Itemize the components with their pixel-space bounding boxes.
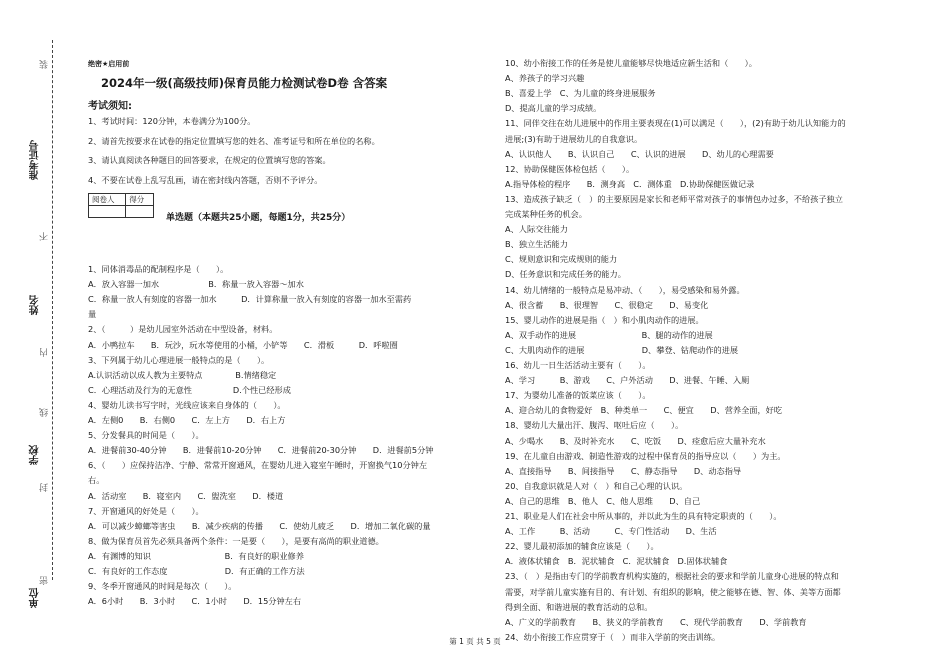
- question-line: C．称量一放人有刻度的容器一加水 D．计算称量一放入有刻度的容器一加水至需药: [88, 294, 412, 305]
- question-line: 14、幼儿情绪的一般特点是易冲动、（ ），易受感染和易外露。: [505, 284, 745, 295]
- question-line: 19、在儿童自由游戏、制造性游戏的过程中保育员的指导应以（ ）为主。: [505, 450, 786, 461]
- margin-word: 密: [40, 576, 50, 585]
- question-line: 右。: [88, 475, 105, 486]
- notice-item: 4、不要在试卷上乱写乱画，请在密封线内答题，否则不予评分。: [88, 174, 323, 185]
- question-line: 2、（ ）是幼儿园室外活动在中型设备，材料。: [88, 324, 278, 335]
- margin-label-school: 学校: [30, 445, 41, 465]
- question-line: C、规则意识和完成规则的能力: [505, 254, 618, 265]
- question-line: 21、职业是人们在社会中所从事的，并以此为生的具有特定职责的（ ）。: [505, 511, 782, 521]
- seal-line: [52, 40, 53, 580]
- question-line: A．活动室 B．寝室内 C．盥洗室 D．楼道: [88, 490, 284, 501]
- question-line: A．放入容器一加水 B．称量一放入容器～加水: [88, 279, 304, 290]
- question-line: D、提高儿童的学习成绩。: [505, 103, 602, 114]
- question-line: 9、冬季开窗通风的时间是每次（ ）。: [88, 581, 237, 592]
- binding-margin: [0, 0, 60, 671]
- question-line: A、双手动作的进展 B、腿的动作的进展: [505, 329, 713, 340]
- question-line: A．左侧0 B．右侧0 C．左上方 D．右上方: [88, 415, 286, 425]
- question-line: C、大肌肉动作的进展 D、攀登、钻爬动作的进展: [505, 344, 739, 355]
- question-line: 18、婴幼儿大量出汗、腹泻、呕吐后应（ ）。: [505, 420, 684, 431]
- question-line: A．小鸭拉车 B．玩沙，玩水等使用的小桶，小铲等 C．滑板 D．呼啦圈: [88, 339, 398, 350]
- question-line: 23、（ ）是指由专门的学前教育机构实施的，根据社会的要求和学前儿童身心进展的特点和: [505, 571, 839, 582]
- notice-item: 3、请认真阅读各种题目的回答要求，在规定的位置填写您的答案。: [88, 155, 331, 165]
- score-entry: [126, 206, 154, 218]
- reviewer-cell: 阅卷人: [89, 194, 126, 206]
- question-line: 4、婴幼儿读书写字时，光线应该来自身体的（ ）。: [88, 399, 286, 410]
- reviewer-entry: [89, 206, 126, 218]
- score-cell: 得分: [126, 194, 154, 206]
- question-line: A、广义的学前教育 B、狭义的学前教育 C、现代学前教育 D、学前教育: [505, 616, 807, 627]
- question-line: A、很含蓄 B、很理智 C、很稳定 D、易变化: [505, 299, 709, 310]
- question-line: 5、分发餐具的时间是（ ）。: [88, 430, 204, 441]
- question-line: A．有渊博的知识 B．有良好的职业修养: [88, 550, 304, 561]
- question-line: A.指导体检的程序 B．测身高 C．测体重 D.协助保健医做记录: [505, 178, 755, 189]
- question-line: 6、（ ）应保持洁净、宁静、常常开窗通风，在婴幼儿进入寝室午睡时，开窗换气10分钟左: [88, 460, 428, 471]
- question-line: 10、幼小衔接工作的任务是使儿童能够尽快地适应新生活和（ ）。: [505, 58, 757, 68]
- score-table: [88, 193, 154, 218]
- question-line: 7、开窗通风的好处是（ ）。: [88, 505, 204, 516]
- question-line: 量: [88, 309, 97, 320]
- notice-item: 1、考试时间：120分钟，本卷满分为100分。: [88, 116, 256, 126]
- page-footer: 第 1 页 共 5 页: [449, 637, 501, 646]
- margin-word: 线: [40, 408, 50, 417]
- question-line: A．6小时 B．3小时 C．1小时 D．15分钟左右: [88, 596, 302, 607]
- question-line: A、直接指导 B、间接指导 C、静态指导 D、动态指导: [505, 465, 742, 476]
- question-line: A.认识活动以成人教为主要特点 B.情绪稳定: [88, 369, 277, 380]
- secret-tag: 绝密★启用前: [88, 60, 130, 68]
- question-line: 完成某种任务的机会。: [505, 209, 587, 219]
- question-line: C．有良好的工作态度 D．有正确的工作方法: [88, 566, 305, 576]
- margin-label-unit: 单位: [30, 588, 41, 608]
- question-line: 进展;(3)有助于进展幼儿的自我意识。: [505, 133, 643, 144]
- section-heading: 单选题（本题共25小题，每题1分，共25分）: [166, 213, 351, 223]
- question-line: 17、为婴幼儿准备的饭菜应该（ ）。: [505, 390, 651, 401]
- page-title: 2024年一级(高级技师)保育员能力检测试卷D卷 含答案: [101, 76, 388, 90]
- margin-label-name: 姓名: [30, 295, 41, 315]
- question-line: A、迎合幼儿的食物爱好 B、种类单一 C、便宜 D、营养全面，好吃: [505, 405, 783, 416]
- question-line: 22、婴儿最初添加的辅食应该是（ ）。: [505, 541, 659, 552]
- question-line: 15、婴儿动作的进展是指（ ）和小肌肉动作的进展。: [505, 314, 704, 325]
- question-line: B、喜爱上学 C、为儿童的终身进展服务: [505, 88, 656, 99]
- question-line: A、人际交往能力: [505, 224, 568, 235]
- question-line: C．心理活动及行为的无意性 D.个性已经形成: [88, 384, 291, 395]
- question-line: D、任务意识和完成任务的能力。: [505, 269, 626, 280]
- question-line: A、工作 B、活动 C、专门性活动 D、生活: [505, 526, 717, 537]
- margin-word: 不: [40, 232, 50, 241]
- margin-label-exam-number: 准考证号: [30, 140, 41, 180]
- question-line: A、少喝水 B、及时补充水 C、吃饭 D、痊愈后应大量补充水: [505, 435, 766, 446]
- notice-item: 2、请首先按要求在试卷的指定位置填写您的姓名、准考证号和所在单位的名称。: [88, 135, 380, 146]
- question-line: A、学习 B、游戏 C、户外活动 D、进餐、午睡、入厕: [505, 375, 750, 386]
- question-line: 12、协助保健医体检包括（ ）。: [505, 163, 635, 174]
- margin-word: 内: [40, 348, 50, 357]
- margin-word: 封: [40, 483, 50, 492]
- question-line: 8、做为保育员首先必须具备两个条件：一是要（ ），是要有高尚的职业道德。: [88, 535, 384, 546]
- margin-word: 装: [40, 60, 50, 69]
- question-line: A、自己的思维 B、他人 C、他人思维 D、自己: [505, 495, 701, 506]
- notice-heading: 考试须知:: [88, 101, 132, 112]
- question-line: 需要，对学前儿童实施有目的、有计划、有组织的影响，使之能够在德、智、体、美等方面都: [505, 586, 841, 597]
- question-line: B、独立生活能力: [505, 239, 568, 250]
- question-line: 13、造成孩子缺乏（ ）的主要原因是家长和老师平常对孩子的事情包办过多，不给孩子独立: [505, 193, 843, 204]
- question-line: A、认识他人 B、认识自己 C、认识的进展 D、幼儿的心理需要: [505, 148, 774, 159]
- question-line: A、养孩子的学习兴趣: [505, 73, 585, 84]
- question-line: 24、幼小衔接工作应贯穿于（ ）而非入学前的突击训练。: [505, 631, 721, 642]
- question-line: A．液体状辅食 B．泥状辅食 C．泥状辅食 D.固体状辅食: [505, 556, 728, 567]
- question-line: 1、同体消毒品的配制程序是（ ）。: [88, 264, 229, 274]
- question-line: A．可以减少蟑螂等害虫 B．减少疾病的传播 C．使幼儿疲乏 D．增加二氧化碳的量: [88, 520, 431, 531]
- question-line: 3、下列属于幼儿心理进展一般特点的是（ ）。: [88, 354, 270, 365]
- question-line: 11、同伴交往在幼儿进展中的作用主要表现在(1)可以满足（ ），(2)有助于幼儿认知能力的: [505, 118, 846, 129]
- question-line: A．进餐前30-40分钟 B．进餐前10-20分钟 C．进餐前20-30分钟 D．进餐前5分钟: [88, 445, 434, 456]
- question-line: 20、自我意识就是人对（ ）和自己心理的认识。: [505, 480, 688, 491]
- question-line: 得到全面、和谐进展的教育活动的总和。: [505, 601, 653, 612]
- question-line: 16、幼儿一日生活活动主要有（ ）。: [505, 360, 651, 370]
